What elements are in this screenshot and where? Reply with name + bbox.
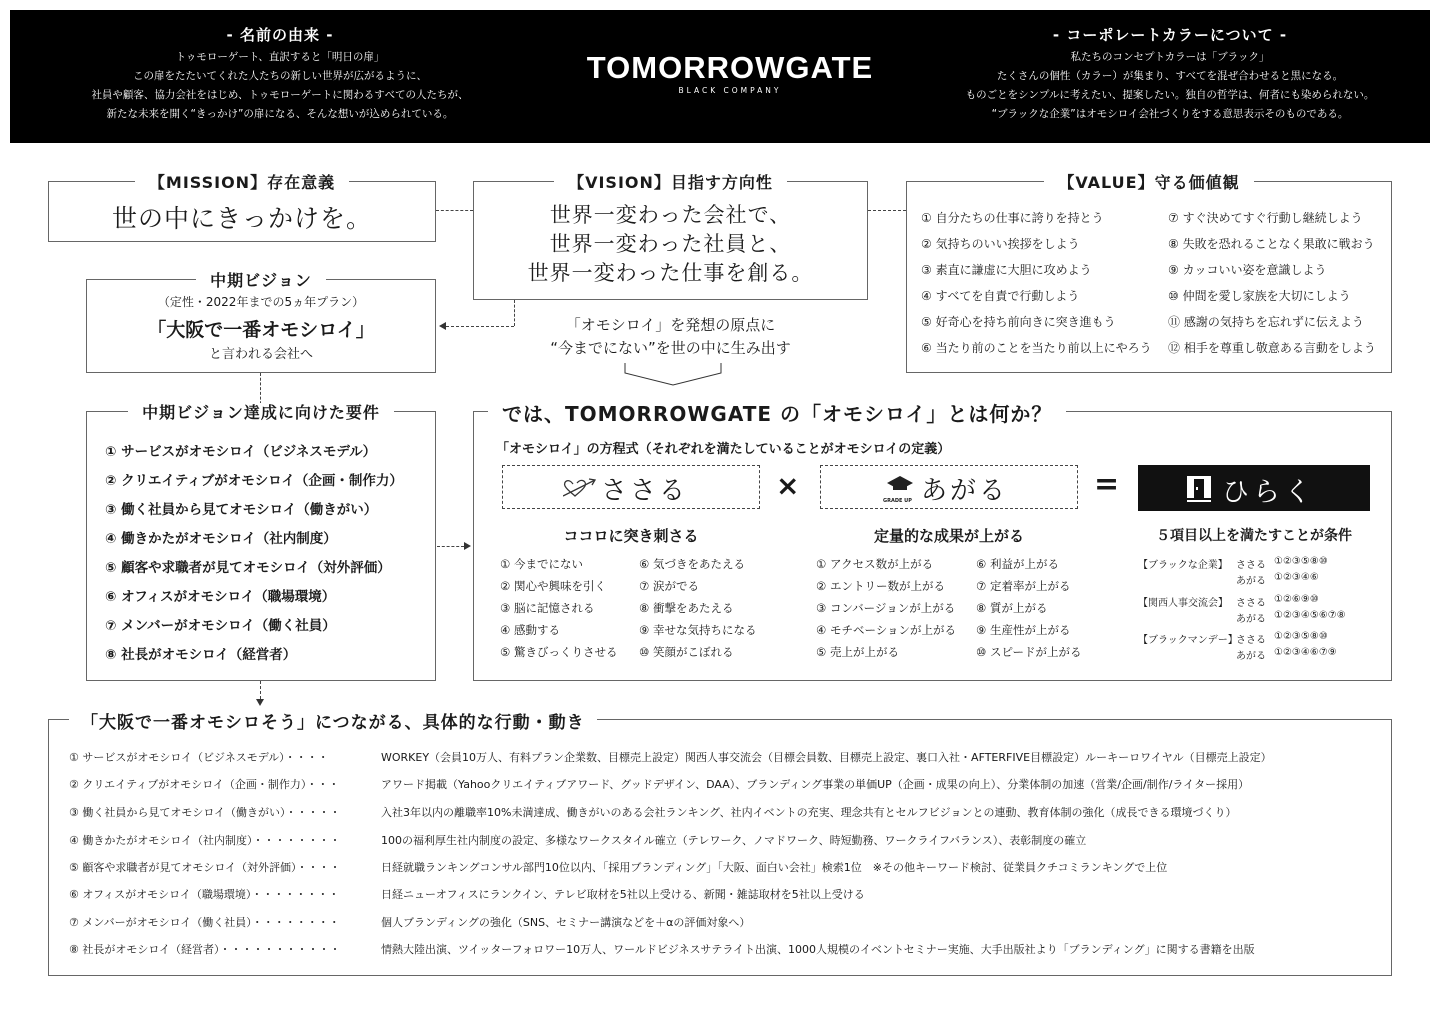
action-row-label: ⑦ メンバーがオモシロイ（働く社員）・・・・・・・・ [69,916,340,929]
action-row-value: WORKEY（会員10万人、有料プラン企業数、目標売上設定）関西人事交流会（目標会員数、目標売上設定、裏口入社・AFTERFIVE目標設定）ルーキーロワイヤル（目標売上設定） [381,751,1272,764]
agaru-item: ① アクセス数が上がる [816,557,934,571]
example-agaru-values: ①②③④⑤⑥⑦⑧ [1274,610,1346,621]
sasaru-item: ① 今までにない [500,557,583,571]
example-sasaru-label: ささる [1236,598,1266,609]
connector-line [436,210,473,211]
example-agaru-values: ①②③④⑥⑦⑨ [1274,647,1337,658]
actions-box [48,713,1392,976]
value-item: ⑧ 失敗を恐れることなく果敢に戦おう [1168,237,1375,251]
vision-text [474,201,867,288]
requirement-item: ① サービスがオモシロイ（ビジネスモデル） [105,444,377,460]
mission-text: 世の中にきっかけを。 [111,204,372,233]
requirement-item: ④ 働きかたがオモシロイ（社内制度） [105,531,337,547]
value-item: ④ すべてを自責で行動しよう [921,289,1080,303]
connector-line [868,210,906,211]
vision-label: 【VISION】目指す方向性 [554,173,787,192]
requirement-item: ⑤ 顧客や求職者が見てオモシロイ（対外評価） [105,560,391,576]
sasaru-item: ⑩ 笑顔がこぼれる [639,645,734,659]
requirement-item: ② クリエイティブがオモシロイ（企画・制作力） [105,473,403,489]
agaru-item: ⑨ 生産性が上がる [976,623,1071,637]
agaru-item: ② エントリー数が上がる [816,579,945,593]
example-agaru-values: ①②③④⑥ [1274,572,1319,583]
name-origin-line: 新たな未来を開く“きっかけ”の扉になる、そんな想いが込められている。 [106,108,454,120]
company-logo [530,50,930,95]
agaru-item: ⑦ 定着率が上がる [976,579,1071,593]
vision-box [473,173,868,300]
arrow-down-icon [256,699,264,706]
vision-note-line: “今までにない”を世の中に生み出す [550,339,791,357]
example-sasaru-values: ①②③⑤⑧⑩ [1274,556,1328,567]
sasaru-heading: ココロに突き刺さる [563,527,699,545]
value-label: 【VALUE】守る価値観 [1044,173,1253,192]
door-icon [1185,475,1213,503]
requirement-item: ⑦ メンバーがオモシロイ（働く社員） [105,618,336,634]
action-row-label: ⑤ 顧客や求職者が見てオモシロイ（対外評価）・・・・ [69,861,341,874]
sasaru-item: ④ 感動する [500,623,560,637]
sasaru-item: ② 関心や興味を引く [500,579,606,593]
heart-arrow-icon [563,476,597,500]
requirement-item: ⑧ 社長がオモシロイ（経営者） [105,647,297,663]
agaru-item: ⑧ 質が上がる [976,601,1048,615]
times-symbol: × [776,469,800,502]
actions-label: 「大阪で一番オモシロそう」につながる、具体的な行動・動き [69,708,597,733]
midterm-label: 中期ビジョン [196,271,326,290]
value-item: ⑤ 好奇心を持ち前向きに突き進もう [921,315,1116,329]
value-box [906,173,1392,373]
action-row-value: 日経就職ランキングコンサル部門10位以内、「採用ブランディング」「大阪、面白い会社」検索1位 ※その他キーワード検討、従業員クチコミランキングで上位 [381,861,1168,874]
action-row-value: アワード掲載（Yahooクリエイティブアワード、グッドデザイン、DAA）、ブランディング事業の単価UP（企画・成果の向上）、分業体制の加速（営業/企画/制作/ライター採用） [381,778,1250,791]
connector-line [260,681,261,699]
corporate-color-line: ものごとをシンプルに考えたい、提案したい。独自の哲学は、何者にも染められない。 [965,89,1375,101]
corporate-color-title: - コーポレートカラーについて - [1052,26,1288,44]
sasaru-item: ⑥ 気づきをあたえる [639,557,745,571]
sasaru-box [502,465,760,509]
mission-box [48,173,436,242]
requirement-item: ⑥ オフィスがオモシロイ（職場環境） [105,589,336,605]
value-item: ⑩ 仲間を愛し家族を大切にしよう [1168,289,1351,303]
value-item: ① 自分たちの仕事に誇りを持とう [921,211,1104,225]
sasaru-item: ③ 脳に記憶される [500,601,595,615]
header-banner [10,10,1430,143]
corporate-color-section [915,24,1425,124]
arrow-left-icon [439,322,446,330]
example-sasaru-values: ①②③⑤⑧⑩ [1274,631,1328,642]
requirement-item: ③ 働く社員から見てオモシロイ（働きがい） [105,502,378,518]
action-row-label: ② クリエイティブがオモシロイ（企画・制作力）・・・ [69,778,340,791]
hiraku-heading: ５項目以上を満たすことが条件 [1156,528,1352,544]
value-item: ⑦ すぐ決めてすぐ行動し継続しよう [1168,211,1363,225]
action-row-value: 日経ニューオフィスにランクイン、テレビ取材を5社以上受ける、新聞・雑誌取材を5社以上受ける [381,888,865,901]
example-sasaru-label: ささる [1236,635,1266,646]
midterm-tail: と言われる会社へ [208,347,313,362]
vision-line: 世界一変わった仕事を創る。 [527,261,814,285]
action-row-value: 情熱大陸出演、ツイッターフォロワー10万人、ワールドビジネスサテライト出演、1000人規模のイベントセミナー実施、大手出版社より「ブランディング」に関する書籍を出版 [381,943,1255,956]
action-row-value: 入社3年以内の離職率10%未満達成、働きがいのある会社ランキング、社内イベントの充実、理念共有とセルフビジョンとの連動、教育体制の強化（成長できる環境づくり） [381,806,1237,819]
sasaru-item: ⑨ 幸せな気持ちになる [639,623,757,637]
action-row-value: 個人ブランディングの強化（SNS、セミナー講演などを＋αの評価対象へ） [381,916,751,929]
omoshiroi-box [473,402,1392,681]
agaru-label: あがる [921,476,1009,506]
sasaru-item: ⑤ 驚きびっくりさせる [500,645,618,659]
connector-line [437,546,464,547]
action-row-label: ① サービスがオモシロイ（ビジネスモデル）・・・・ [69,751,329,764]
midterm-subtitle: （定性・2022年までの5ヵ年プラン） [157,295,365,309]
example-agaru-label: あがる [1236,576,1266,587]
corporate-color-line: たくさんの個性（カラー）が集まり、すべてを混ぜ合わせると黒になる。 [996,70,1344,82]
agaru-item: ⑥ 利益が上がる [976,557,1059,571]
sasaru-item: ⑦ 涙がでる [639,579,699,593]
value-item: ⑫ 相手を尊重し敬意ある言動をしよう [1168,341,1376,355]
action-row-label: ④ 働きかたがオモシロイ（社内制度）・・・・・・・・ [69,834,341,847]
name-origin-line: トゥモローゲート、直訳すると「明日の扉」 [175,51,385,63]
requirements-label: 中期ビジョン達成に向けた要件 [128,403,394,422]
chevron-down-icon [620,361,726,387]
grade-up-label: GRADE UP [883,498,912,504]
agaru-box [820,465,1078,509]
vision-line: 世界一変わった会社で、 [549,203,792,227]
example-agaru-label: あがる [1236,651,1266,662]
vision-line: 世界一変わった社員と、 [549,232,792,256]
value-item: ⑪ 感謝の気持ちを忘れずに伝えよう [1168,315,1364,329]
arrow-right-icon [464,542,471,550]
sasaru-label: ささる [601,476,689,506]
hiraku-label: ひらく [1222,477,1315,508]
value-item: ③ 素直に謙虚に大胆に攻めよう [921,263,1092,277]
example-agaru-label: あがる [1236,614,1266,625]
name-origin-line: 社員や顧客、協力会社をはじめ、トゥモローゲートに関わるすべての人たちが、 [91,89,469,101]
midterm-main: 「大阪で一番オモシロイ」 [147,319,375,341]
grade-up-icon [885,474,915,498]
action-row-label: ⑧ 社長がオモシロイ（経営者）・・・・・・・・・・・ [69,943,341,956]
name-origin-section [30,24,530,124]
agaru-heading: 定量的な成果が上がる [873,527,1024,545]
omoshiroi-subtitle: 「オモシロイ」の方程式（それぞれを満たしていることがオモシロイの定義） [496,442,951,457]
example-name: 【関西人事交流会】 [1138,598,1228,609]
agaru-item: ⑤ 売上が上がる [816,645,899,659]
omoshiroi-title: では、TOMORROWGATE の「オモシロイ」とは何か？ [488,398,1066,427]
equals-symbol: = [1094,467,1120,502]
action-row-value: 100の福利厚生社内制度の設定、多様なワークスタイル確立（テレワーク、ノマドワーク、時短勤務、ワークライフバランス）、表彰制度の確立 [381,834,1087,847]
vision-note [473,314,868,360]
vision-note-line: 「オモシロイ」を発想の原点に [565,316,776,334]
agaru-item: ⑩ スピードが上がる [976,645,1082,659]
action-row-label: ③ 働く社員から見てオモシロイ（働きがい）・・・・・ [69,806,341,819]
value-item: ⑨ カッコいい姿を意識しよう [1168,263,1327,277]
example-name: 【ブラックな企業】 [1138,560,1228,571]
example-sasaru-label: ささる [1236,560,1266,571]
corporate-color-line: 私たちのコンセプトカラーは「ブラック」 [1070,51,1270,63]
value-item: ② 気持ちのいい挨拶をしよう [921,237,1080,251]
hiraku-box [1138,465,1370,511]
mission-label: 【MISSION】存在意義 [135,173,349,192]
name-origin-title: - 名前の由来 - [226,26,334,44]
example-name: 【ブラックマンデー】 [1138,635,1238,646]
agaru-item: ④ モチベーションが上がる [816,623,957,637]
value-item: ⑥ 当たり前のことを当たり前以上にやろう [921,341,1152,355]
corporate-color-line: “ブラックな企業”はオモシロイ会社づくりをする意思表示そのものである。 [991,108,1349,120]
logo-name: TOMORROWGATE [586,50,874,85]
requirements-box [86,403,436,681]
example-sasaru-values: ①②⑥⑨⑩ [1274,594,1319,605]
name-origin-line: この扉をたたいてくれた人たちの新しい世界が広がるように、 [133,70,427,82]
sasaru-item: ⑧ 衝撃をあたえる [639,601,734,615]
logo-subtitle: BLACK COMPANY [678,86,782,95]
midterm-vision-box [86,271,436,373]
action-row-label: ⑥ オフィスがオモシロイ（職場環境）・・・・・・・・ [69,888,340,901]
agaru-item: ③ コンバージョンが上がる [816,601,956,615]
